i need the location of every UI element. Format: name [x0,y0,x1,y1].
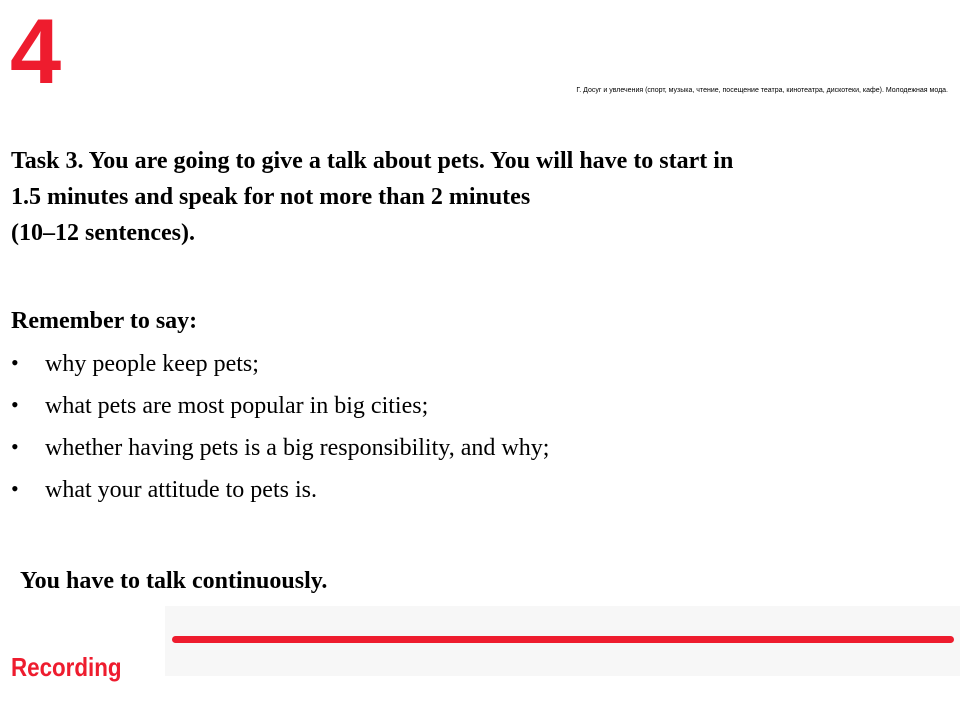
list-item [11,346,549,388]
topic-caption: Г. Досуг и увлечения (спорт, музыка, чтение, посещение театра, кинотеатра, дискотеки, кафе). Молодежная мода. [576,87,948,94]
bullet-icon: • [11,392,19,417]
closing-instruction: You have to talk continuously. [20,568,328,594]
list-item [11,388,549,430]
list-item-text: whether having pets is a big responsibility, and why; [45,435,550,461]
task-instructions [11,143,956,251]
list-item [11,472,549,514]
list-item-text: why people keep pets; [45,351,259,377]
bullet-icon: • [11,434,19,459]
remember-heading: Remember to say: [11,308,198,334]
list-item [11,430,549,472]
remember-list [11,346,549,514]
list-item-text: what pets are most popular in big cities; [45,393,429,419]
task-line-3: (10–12 sentences). [11,220,195,246]
bullet-icon: • [11,476,19,501]
slide-number: 4 [10,1,60,103]
task-line-1: Task 3. You are going to give a talk about pets. You will have to start in [11,148,734,174]
list-item-text: what your attitude to pets is. [45,477,317,503]
bullet-icon: • [11,350,19,375]
footer-divider [172,636,954,643]
task-line-2: 1.5 minutes and speak for not more than 2 minutes [11,184,531,210]
recording-label: Recording [11,652,122,682]
